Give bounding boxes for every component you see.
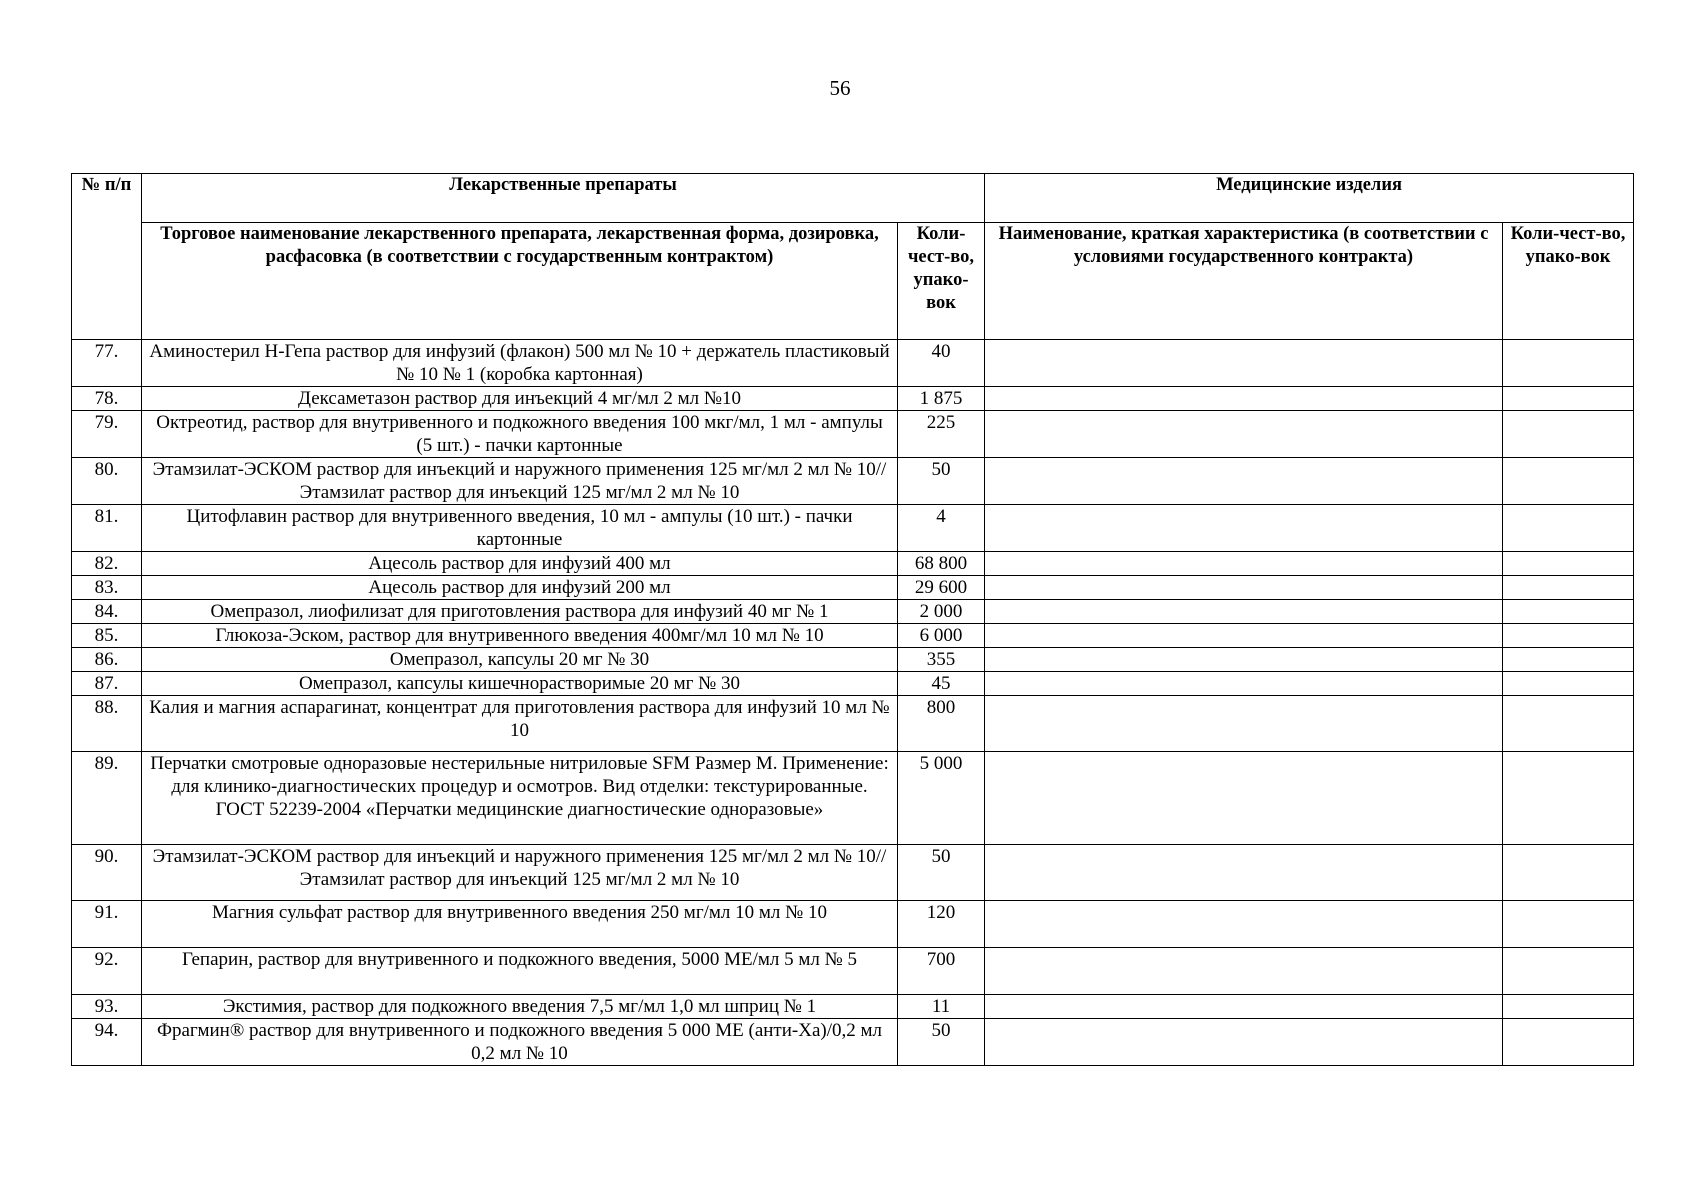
device-quantity bbox=[1503, 1019, 1634, 1066]
drug-name: Цитофлавин раствор для внутривенного введения, 10 мл - ампулы (10 шт.) - пачки картонные bbox=[142, 505, 898, 552]
device-name bbox=[985, 552, 1503, 576]
drug-name: Перчатки смотровые одноразовые нестерильные нитриловые SFM Размер М. Применение: для клинико-диагностических процедур и осмотров. Вид отделки: текстурированные. ГОСТ 52239-2004 «Перчатки медицинские диагностические одноразовые» bbox=[142, 752, 898, 845]
row-number: 80. bbox=[72, 458, 142, 505]
drug-name: Фрагмин® раствор для внутривенного и подкожного введения 5 000 МЕ (анти-Ха)/0,2 мл 0,2 мл № 10 bbox=[142, 1019, 898, 1066]
row-number: 87. bbox=[72, 672, 142, 696]
table-row bbox=[72, 624, 1634, 648]
header-device-name: Наименование, краткая характеристика (в соответствии с условиями государственного контракта) bbox=[985, 223, 1503, 340]
device-name bbox=[985, 411, 1503, 458]
device-name bbox=[985, 752, 1503, 845]
drug-quantity: 700 bbox=[898, 948, 985, 995]
drug-quantity: 2 000 bbox=[898, 600, 985, 624]
table-row bbox=[72, 411, 1634, 458]
drug-quantity: 355 bbox=[898, 648, 985, 672]
table-row bbox=[72, 995, 1634, 1019]
drug-quantity: 225 bbox=[898, 411, 985, 458]
table-row bbox=[72, 458, 1634, 505]
device-name bbox=[985, 1019, 1503, 1066]
drug-quantity: 1 875 bbox=[898, 387, 985, 411]
table-row bbox=[72, 845, 1634, 901]
device-name bbox=[985, 845, 1503, 901]
device-name bbox=[985, 387, 1503, 411]
drug-quantity: 68 800 bbox=[898, 552, 985, 576]
row-number: 91. bbox=[72, 901, 142, 948]
device-quantity bbox=[1503, 387, 1634, 411]
header-device-qty: Коли-чест-во, упако-вок bbox=[1503, 223, 1634, 340]
row-number: 92. bbox=[72, 948, 142, 995]
table-row bbox=[72, 552, 1634, 576]
device-name bbox=[985, 995, 1503, 1019]
table-row bbox=[72, 387, 1634, 411]
drug-quantity: 29 600 bbox=[898, 576, 985, 600]
device-name bbox=[985, 901, 1503, 948]
row-number: 85. bbox=[72, 624, 142, 648]
drug-name: Этамзилат-ЭСКОМ раствор для инъекций и наружного применения 125 мг/мл 2 мл № 10// Этамзилат раствор для инъекций 125 мг/мл 2 мл № 10 bbox=[142, 845, 898, 901]
table-row bbox=[72, 696, 1634, 752]
row-number: 82. bbox=[72, 552, 142, 576]
header-drugs-group: Лекарственные препараты bbox=[142, 174, 985, 223]
device-quantity bbox=[1503, 600, 1634, 624]
row-number: 84. bbox=[72, 600, 142, 624]
device-quantity bbox=[1503, 340, 1634, 387]
device-name bbox=[985, 600, 1503, 624]
device-quantity bbox=[1503, 752, 1634, 845]
table-row bbox=[72, 576, 1634, 600]
drug-name: Омепразол, лиофилизат для приготовления раствора для инфузий 40 мг № 1 bbox=[142, 600, 898, 624]
header-group-row bbox=[72, 174, 1634, 223]
table-row bbox=[72, 948, 1634, 995]
drug-name: Ацесоль раствор для инфузий 200 мл bbox=[142, 576, 898, 600]
device-name bbox=[985, 948, 1503, 995]
drug-quantity: 50 bbox=[898, 1019, 985, 1066]
drug-quantity: 5 000 bbox=[898, 752, 985, 845]
row-number: 77. bbox=[72, 340, 142, 387]
device-name bbox=[985, 576, 1503, 600]
header-sub-row bbox=[72, 223, 1634, 340]
table-row bbox=[72, 752, 1634, 845]
drug-name: Калия и магния аспарагинат, концентрат для приготовления раствора для инфузий 10 мл № 10 bbox=[142, 696, 898, 752]
drug-quantity: 120 bbox=[898, 901, 985, 948]
table-row bbox=[72, 648, 1634, 672]
row-number: 89. bbox=[72, 752, 142, 845]
row-number: 88. bbox=[72, 696, 142, 752]
device-quantity bbox=[1503, 672, 1634, 696]
drug-quantity: 11 bbox=[898, 995, 985, 1019]
device-name bbox=[985, 624, 1503, 648]
device-quantity bbox=[1503, 948, 1634, 995]
drug-quantity: 45 bbox=[898, 672, 985, 696]
header-devices-group: Медицинские изделия bbox=[985, 174, 1634, 223]
drug-name: Омепразол, капсулы кишечнорастворимые 20 мг № 30 bbox=[142, 672, 898, 696]
device-name bbox=[985, 672, 1503, 696]
drug-quantity: 6 000 bbox=[898, 624, 985, 648]
device-quantity bbox=[1503, 845, 1634, 901]
drug-name: Омепразол, капсулы 20 мг № 30 bbox=[142, 648, 898, 672]
device-quantity bbox=[1503, 696, 1634, 752]
drug-name: Дексаметазон раствор для инъекций 4 мг/мл 2 мл №10 bbox=[142, 387, 898, 411]
device-quantity bbox=[1503, 624, 1634, 648]
device-quantity bbox=[1503, 552, 1634, 576]
drug-name: Магния сульфат раствор для внутривенного введения 250 мг/мл 10 мл № 10 bbox=[142, 901, 898, 948]
row-number: 78. bbox=[72, 387, 142, 411]
device-quantity bbox=[1503, 648, 1634, 672]
row-number: 90. bbox=[72, 845, 142, 901]
row-number: 79. bbox=[72, 411, 142, 458]
drug-quantity: 40 bbox=[898, 340, 985, 387]
drug-name: Экстимия, раствор для подкожного введения 7,5 мг/мл 1,0 мл шприц № 1 bbox=[142, 995, 898, 1019]
device-quantity bbox=[1503, 505, 1634, 552]
device-name bbox=[985, 505, 1503, 552]
drug-quantity: 50 bbox=[898, 458, 985, 505]
table-row bbox=[72, 1019, 1634, 1066]
row-number: 93. bbox=[72, 995, 142, 1019]
device-quantity bbox=[1503, 995, 1634, 1019]
device-quantity bbox=[1503, 901, 1634, 948]
device-name bbox=[985, 696, 1503, 752]
drug-quantity: 800 bbox=[898, 696, 985, 752]
device-quantity bbox=[1503, 576, 1634, 600]
device-quantity bbox=[1503, 411, 1634, 458]
header-drug-name: Торговое наименование лекарственного препарата, лекарственная форма, дозировка, расфасовка (в соответствии с государственным контрактом) bbox=[142, 223, 898, 340]
drug-name: Октреотид, раствор для внутривенного и подкожного введения 100 мкг/мл, 1 мл - ампулы (5 шт.) - пачки картонные bbox=[142, 411, 898, 458]
table-row bbox=[72, 672, 1634, 696]
table-row bbox=[72, 901, 1634, 948]
table-row bbox=[72, 600, 1634, 624]
table-row bbox=[72, 340, 1634, 387]
header-drug-qty: Коли-чест-во, упако-вок bbox=[898, 223, 985, 340]
drug-name: Ацесоль раствор для инфузий 400 мл bbox=[142, 552, 898, 576]
table-row bbox=[72, 505, 1634, 552]
row-number: 86. bbox=[72, 648, 142, 672]
drug-quantity: 4 bbox=[898, 505, 985, 552]
header-num: № п/п bbox=[72, 174, 142, 340]
drug-name: Этамзилат-ЭСКОМ раствор для инъекций и наружного применения 125 мг/мл 2 мл № 10//Этамзилат раствор для инъекций 125 мг/мл 2 мл № 10 bbox=[142, 458, 898, 505]
medicines-table bbox=[71, 173, 1634, 1066]
drug-name: Глюкоза-Эском, раствор для внутривенного введения 400мг/мл 10 мл № 10 bbox=[142, 624, 898, 648]
device-quantity bbox=[1503, 458, 1634, 505]
drug-quantity: 50 bbox=[898, 845, 985, 901]
page-number: 56 bbox=[829, 76, 851, 100]
row-number: 94. bbox=[72, 1019, 142, 1066]
device-name bbox=[985, 648, 1503, 672]
drug-name: Аминостерил Н-Гепа раствор для инфузий (флакон) 500 мл № 10 + держатель пластиковый № 10 № 1 (коробка картонная) bbox=[142, 340, 898, 387]
device-name bbox=[985, 340, 1503, 387]
drug-name: Гепарин, раствор для внутривенного и подкожного введения, 5000 МЕ/мл 5 мл № 5 bbox=[142, 948, 898, 995]
device-name bbox=[985, 458, 1503, 505]
row-number: 81. bbox=[72, 505, 142, 552]
row-number: 83. bbox=[72, 576, 142, 600]
